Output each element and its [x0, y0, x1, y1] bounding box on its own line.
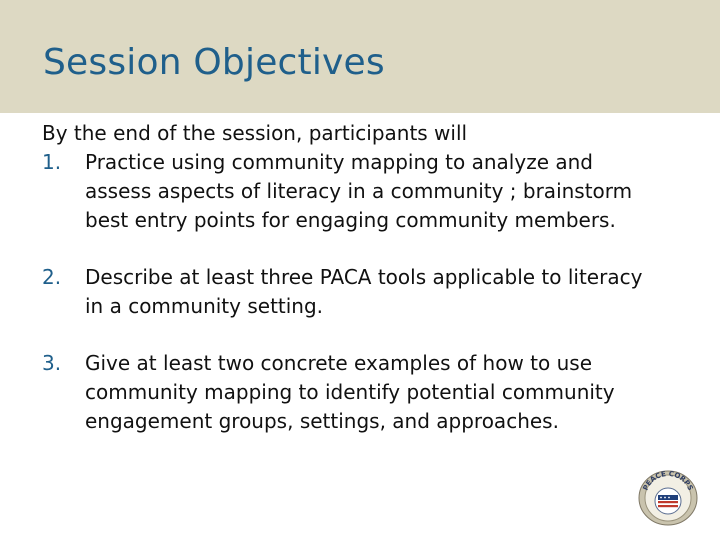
objective-number: 3.	[42, 351, 62, 375]
slide-body	[42, 119, 662, 436]
intro-text: By the end of the session, participants will	[42, 121, 468, 145]
objective-text: Describe at least three PACA tools applicable to literacy in a community setting.	[85, 265, 643, 318]
objective-item	[42, 263, 662, 321]
objective-number: 1.	[42, 150, 62, 174]
objective-text: Give at least two concrete examples of how to use community mapping to identify potential community engagement groups, settings, and approaches.	[85, 351, 615, 433]
objective-item	[42, 349, 662, 436]
peace-corps-seal-icon	[637, 468, 699, 526]
objective-item	[42, 148, 662, 235]
slide-title: Session Objectives	[43, 42, 385, 83]
objective-number: 2.	[42, 265, 62, 289]
seal-text: PEACE CORPS	[641, 469, 695, 492]
objective-text: Practice using community mapping to analyze and assess aspects of literacy in a community ; brainstorm best entry points for engaging community members.	[85, 150, 633, 232]
